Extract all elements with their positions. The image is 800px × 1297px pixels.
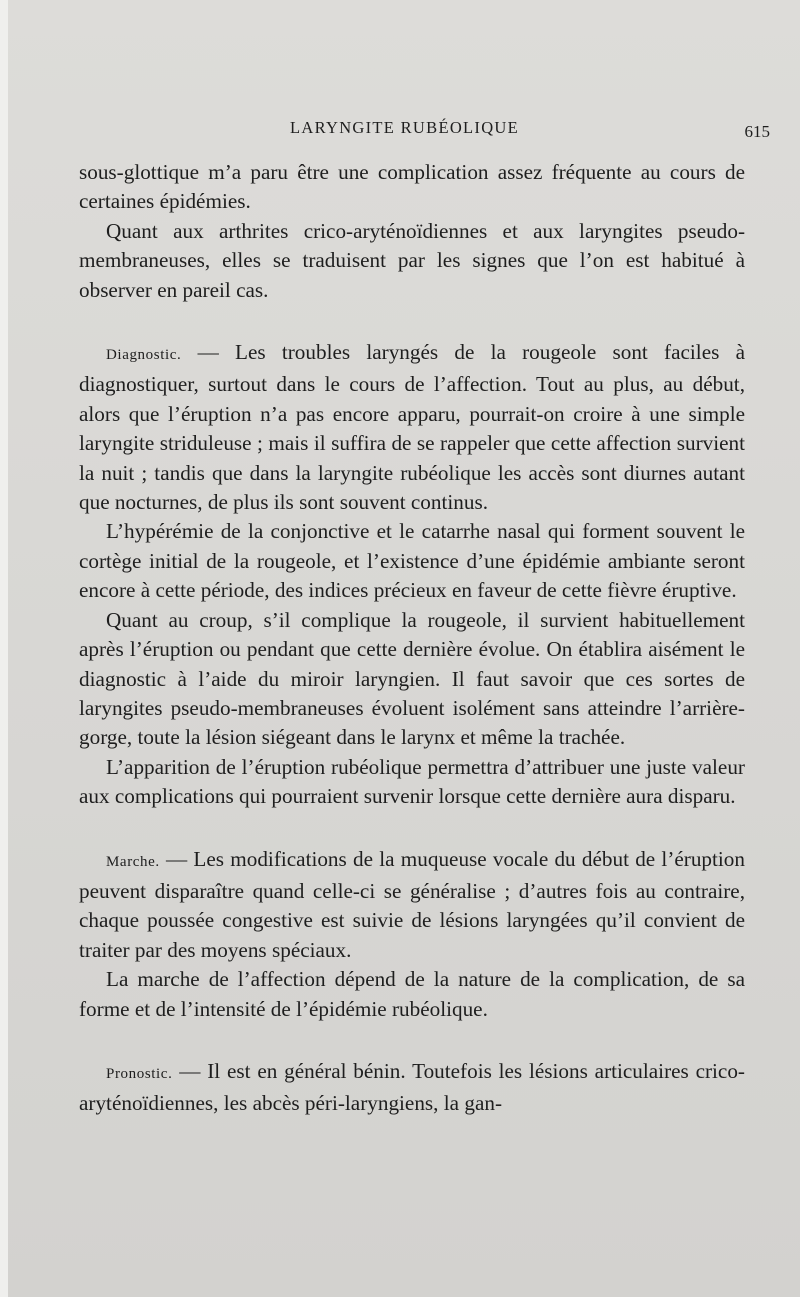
paragraph-marche-affection: La marche de l’affection dépend de la nature de la complication, de sa forme et de l’intensité de l’épidémie rubéolique.: [79, 967, 745, 1021]
section-text-diagnostic: — Les troubles laryngés de la rougeole sont faciles à diagnostiquer, surtout dans le cours de l’affection. Tout au plus, au début, alors que l’éruption n’a pas encore apparu, pourrait-on croire à une simple laryngite striduleuse ; mais il suffira de se rappeler que cette affection survient la nuit ; tandis que dans la laryngite rubéolique les accès sont diurnes autant que nocturnes, de plus ils sont souvent continus.: [79, 340, 745, 515]
paragraph-arthrites: Quant aux arthrites crico-aryténoïdiennes et aux laryngites pseudo-membraneuses, elles se traduisent par les signes que l’on est habitué à observer en pareil cas.: [79, 218, 745, 302]
page-header: [0, 118, 800, 148]
page-number: 615: [744, 122, 770, 141]
section-heading-pronostic: Pronostic.: [106, 1065, 173, 1082]
paragraph-eruption: L’apparition de l’éruption rubéolique permettra d’attribuer une juste valeur aux complications qui pourraient survenir lorsque cette dernière aura disparu.: [79, 754, 745, 809]
section-marche: [79, 845, 745, 966]
section-text-pronostic: — Il est en général bénin. Toutefois les lésions articulaires crico-aryténoïdiennes, les abcès péri-laryngiens, la gan-: [79, 1058, 745, 1116]
section-heading-marche: Marche.: [106, 853, 160, 870]
section-diagnostic: [79, 338, 745, 517]
section-text-marche: — Les modifications de la muqueuse vocale du début de l’éruption peuvent disparaître quand celle-ci se généralise ; d’autres fois au contraire, chaque poussée congestive est suivie de lésions laryngées qu’il convient de traiter par des moyens spéciaux.: [79, 846, 745, 962]
section-pronostic: [79, 1057, 745, 1119]
paragraph-croup: Quant au croup, s’il complique la rougeole, il survient habituellement après l’éruption ou pendant que cette dernière évolue. On établira aisément le diagnostic à l’aide du miroir laryngien. Il faut savoir que ces sortes de laryngites pseudo-membraneuses évoluent isolément sans atteindre l’arrière-gorge, toute la lésion siégeant dans le larynx et même la trachée.: [79, 607, 745, 750]
paragraph-continuation: sous-glottique m’a paru être une complication assez fréquente au cours de certaines épidémies.: [79, 160, 745, 214]
body-text: [79, 158, 745, 1119]
page-edge: [0, 0, 8, 1297]
running-title: LARYNGITE RUBÉOLIQUE: [290, 118, 520, 137]
paragraph-hyperemie: L’hypérémie de la conjonctive et le catarrhe nasal qui forment souvent le cortège initial de la rougeole, et l’existence d’une épidémie ambiante seront encore à cette période, des indices précieux en faveur de cette fièvre éruptive.: [79, 519, 745, 603]
section-heading-diagnostic: Diagnostic.: [106, 347, 182, 364]
